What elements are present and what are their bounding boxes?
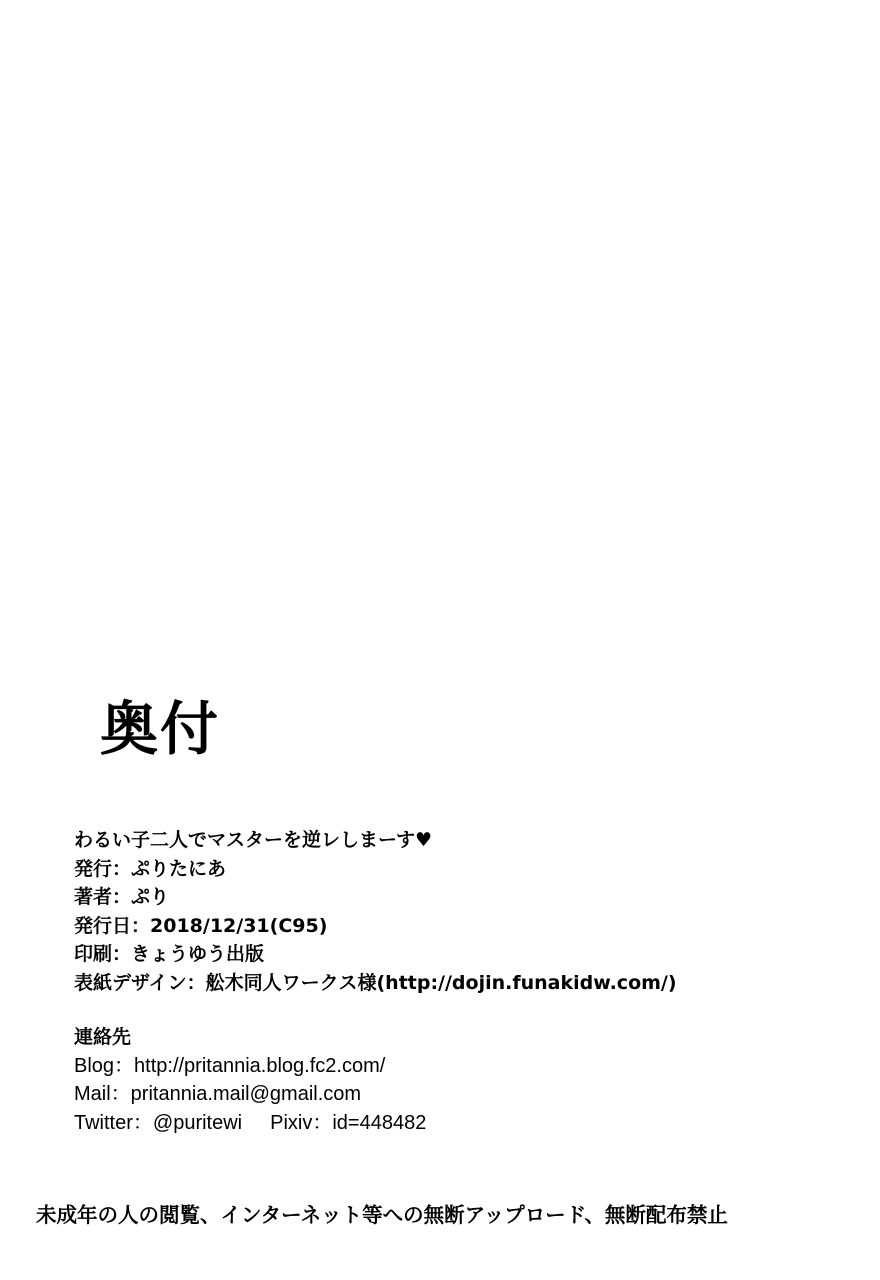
printer-line: 印刷：きょうゆう出版 xyxy=(74,943,265,965)
colophon-title: 奥付 xyxy=(100,695,221,763)
publisher-line: 発行：ぷりたにあ xyxy=(74,857,227,880)
pixiv-id[interactable]: Pixiv：id=448482 xyxy=(270,1111,427,1134)
colophon-info xyxy=(74,826,677,997)
author-line: 著者：ぷり xyxy=(74,886,170,908)
cover-design-line: 表紙デザイン：舩木同人ワークス様(http://dojin.funakidw.com/) xyxy=(74,971,677,994)
contact-heading: 連絡先 xyxy=(74,1026,132,1048)
social-row xyxy=(74,1109,426,1138)
mail-link[interactable]: Mail：pritannia.mail@gmail.com xyxy=(74,1083,362,1105)
distribution-notice: 未成年の人の閲覧、インターネット等への無断アップロード、無断配布禁止 xyxy=(36,1203,728,1227)
blog-link[interactable]: Blog：http://pritannia.blog.fc2.com/ xyxy=(74,1054,386,1077)
contact-section xyxy=(74,1023,426,1137)
twitter-handle[interactable]: Twitter：@puritewi xyxy=(74,1111,243,1134)
publish-date-line: 発行日：2018/12/31(C95) xyxy=(74,914,328,937)
book-title: わるい子二人でマスターを逆レしまーす♥ xyxy=(74,829,433,851)
